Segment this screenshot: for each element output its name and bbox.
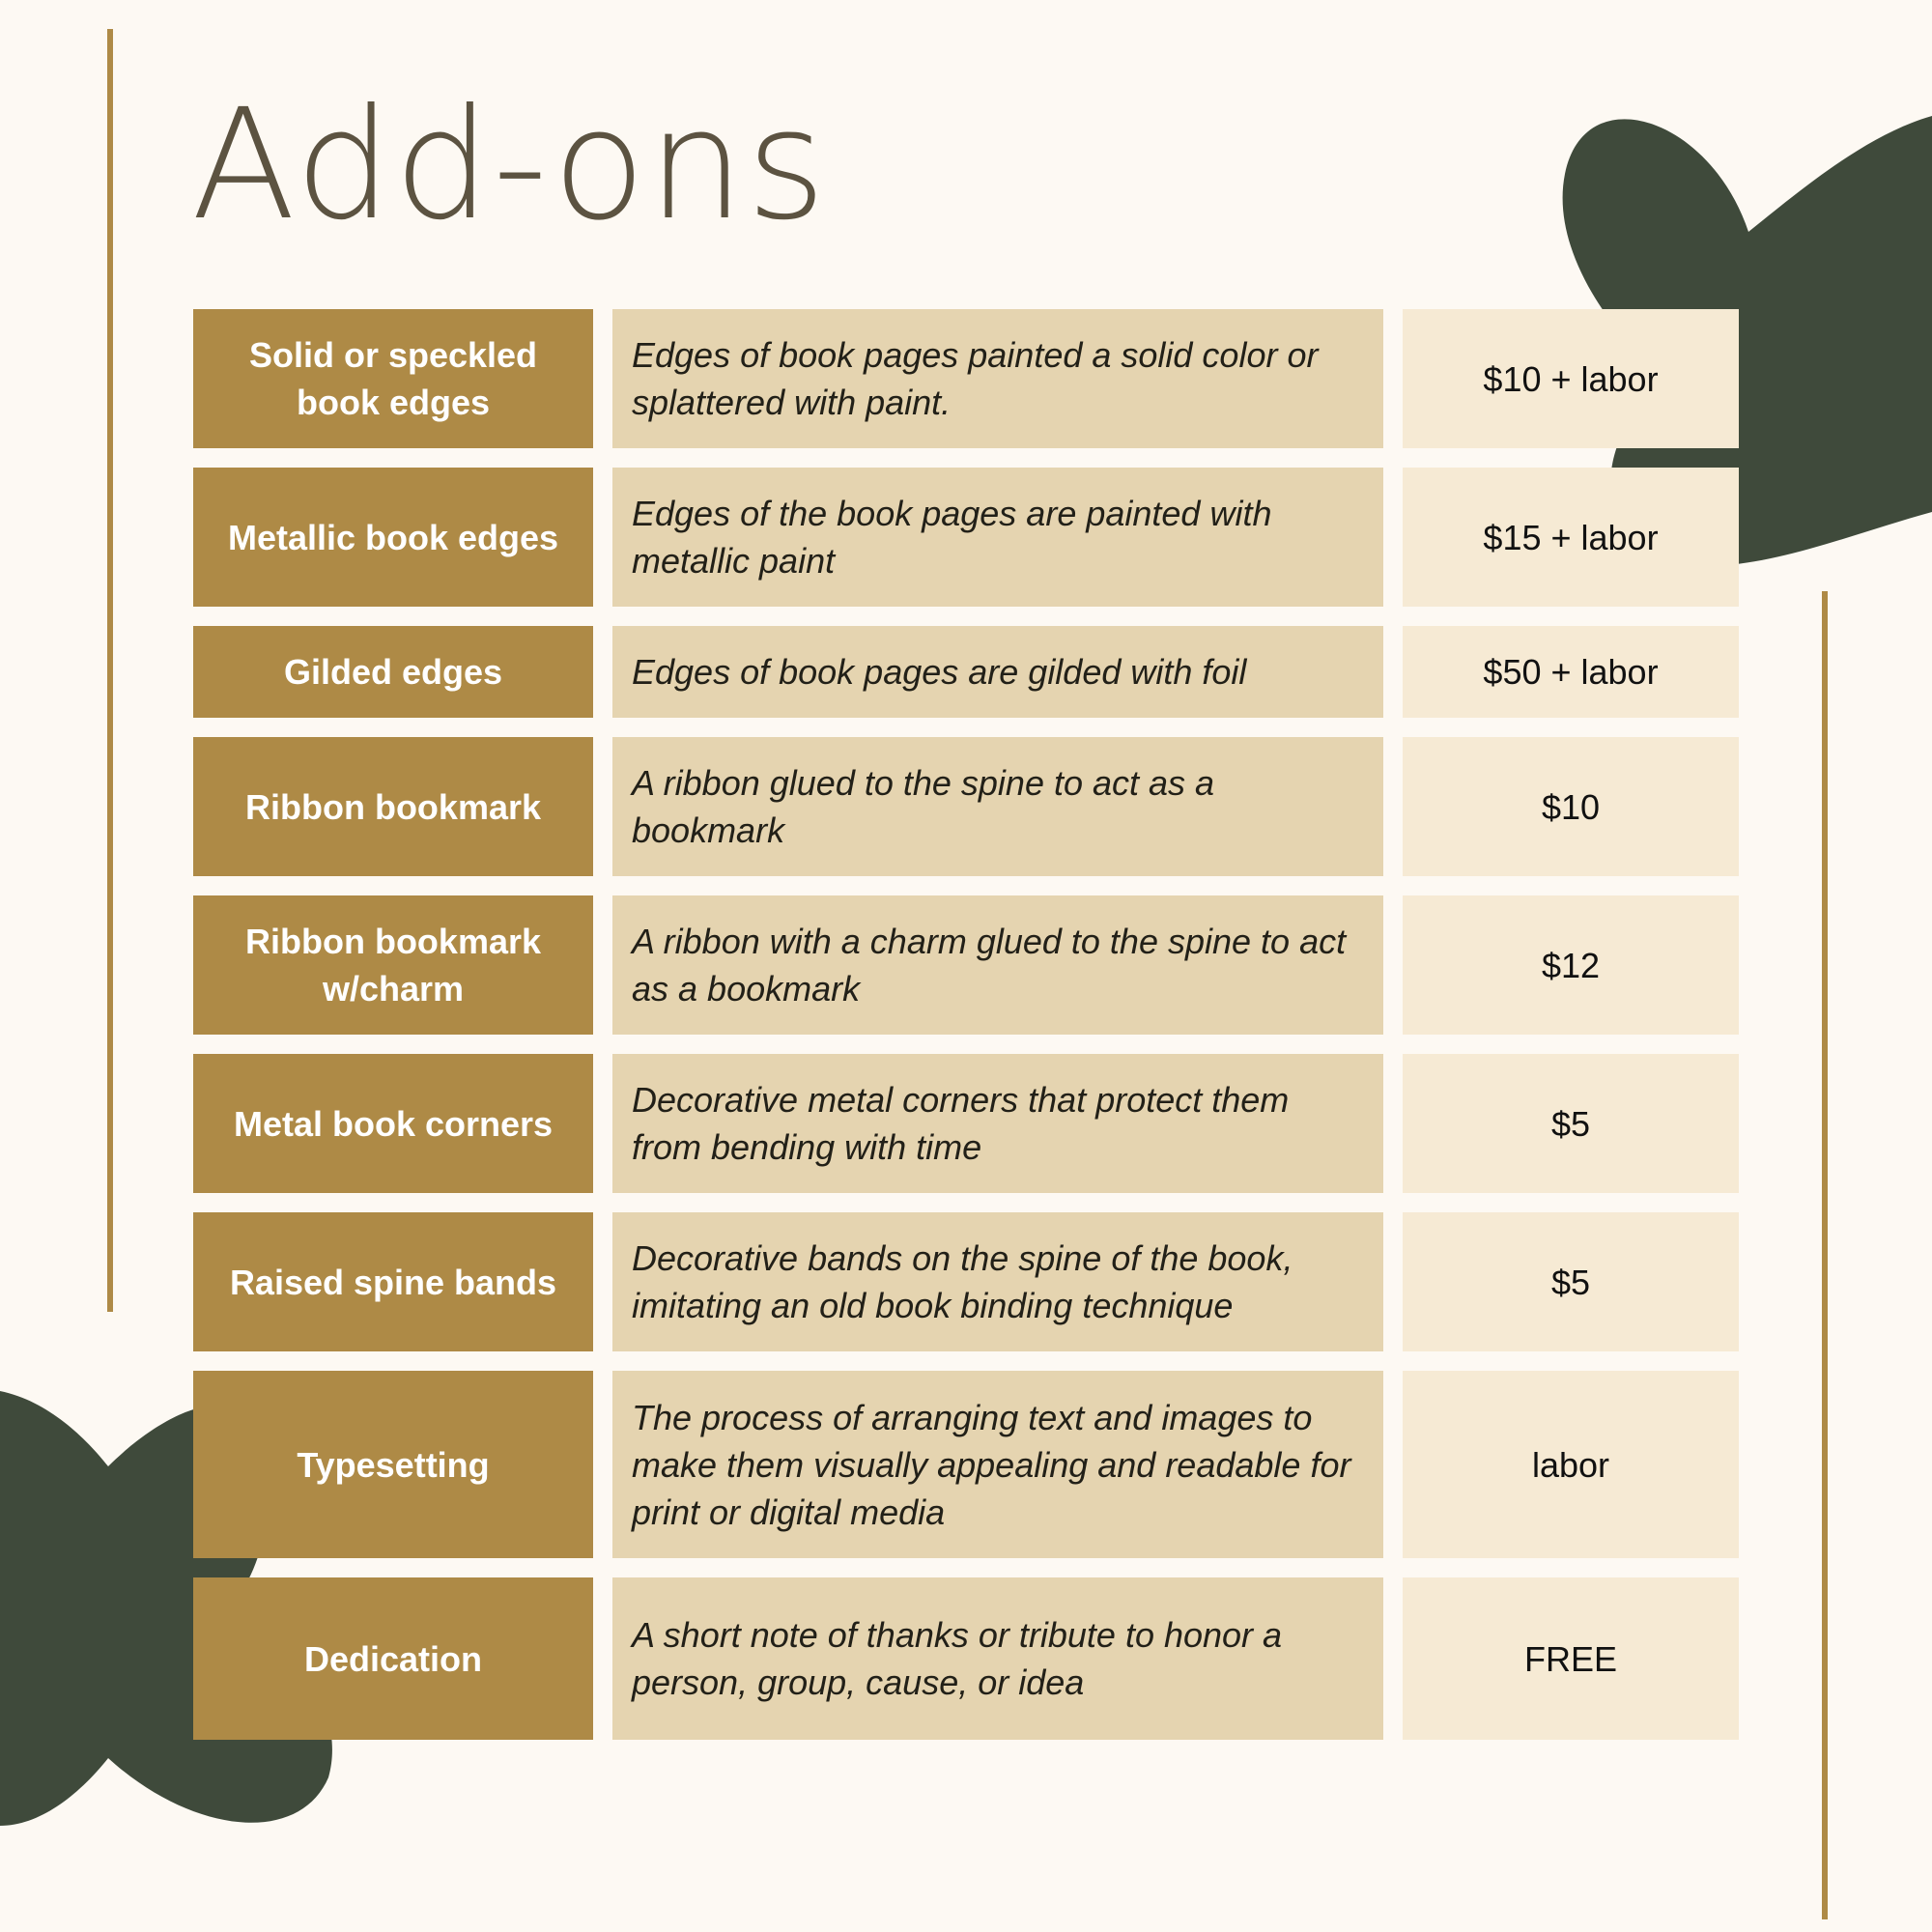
table-row: [193, 1577, 1739, 1740]
right-accent-line: [1822, 591, 1828, 1919]
addon-price: $10 + labor: [1403, 309, 1739, 448]
table-row: [193, 1212, 1739, 1351]
addon-price: $5: [1403, 1212, 1739, 1351]
addon-name: Gilded edges: [193, 626, 593, 718]
left-accent-line: [107, 29, 113, 1312]
addon-price: $50 + labor: [1403, 626, 1739, 718]
table-row: [193, 737, 1739, 876]
addon-description: Decorative bands on the spine of the book, imitating an old book binding technique: [612, 1212, 1383, 1351]
addon-name: Typesetting: [193, 1371, 593, 1558]
addon-name: Dedication: [193, 1577, 593, 1740]
table-row: [193, 468, 1739, 607]
addon-description: The process of arranging text and images to make them visually appealing and readable for print or digital media: [612, 1371, 1383, 1558]
table-row: [193, 626, 1739, 718]
table-row: [193, 309, 1739, 448]
addon-description: Edges of the book pages are painted with metallic paint: [612, 468, 1383, 607]
addon-price: $10: [1403, 737, 1739, 876]
addon-name: Ribbon bookmark w/charm: [193, 895, 593, 1035]
addons-table: [193, 309, 1739, 1759]
addon-price: $15 + labor: [1403, 468, 1739, 607]
addon-name: Solid or speckled book edges: [193, 309, 593, 448]
addon-price: FREE: [1403, 1577, 1739, 1740]
addon-name: Metallic book edges: [193, 468, 593, 607]
page-title: Add-ons: [191, 76, 828, 254]
table-row: [193, 1054, 1739, 1193]
addon-price: $12: [1403, 895, 1739, 1035]
addon-name: Ribbon bookmark: [193, 737, 593, 876]
addon-price: $5: [1403, 1054, 1739, 1193]
addon-description: A ribbon glued to the spine to act as a bookmark: [612, 737, 1383, 876]
addon-description: A ribbon with a charm glued to the spine to act as a bookmark: [612, 895, 1383, 1035]
addon-name: Raised spine bands: [193, 1212, 593, 1351]
addon-description: Decorative metal corners that protect them from bending with time: [612, 1054, 1383, 1193]
table-row: [193, 895, 1739, 1035]
addon-description: Edges of book pages painted a solid color or splattered with paint.: [612, 309, 1383, 448]
addon-description: Edges of book pages are gilded with foil: [612, 626, 1383, 718]
addon-price: labor: [1403, 1371, 1739, 1558]
addon-name: Metal book corners: [193, 1054, 593, 1193]
addon-description: A short note of thanks or tribute to honor a person, group, cause, or idea: [612, 1577, 1383, 1740]
table-row: [193, 1371, 1739, 1558]
